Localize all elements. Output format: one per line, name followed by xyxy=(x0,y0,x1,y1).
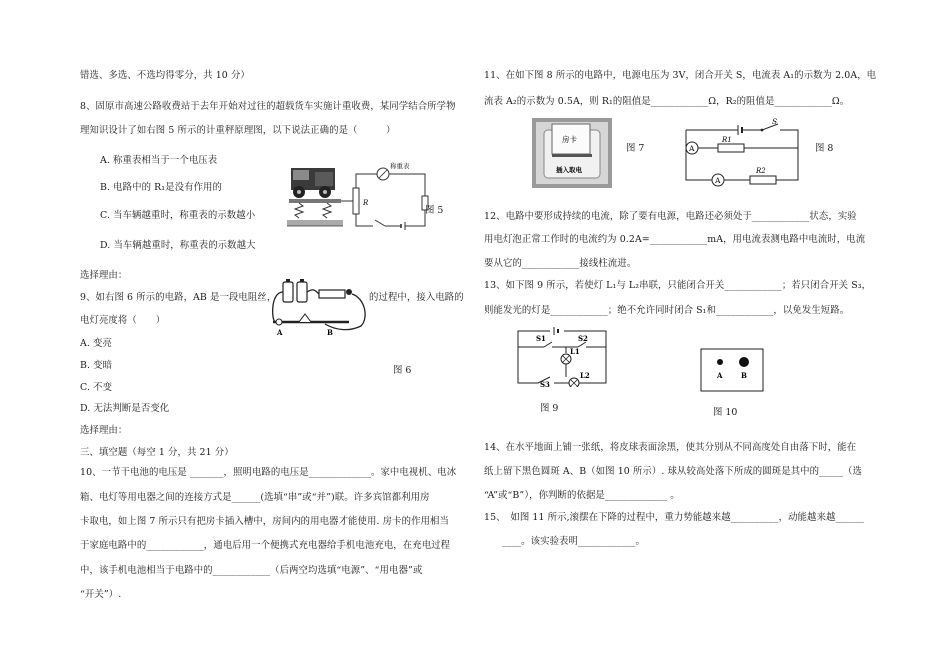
q12-line1: 12、电路中要形成持续的电流，除了要有电源，电路还必须处于____________状态，实验 xyxy=(484,211,857,222)
spot-b xyxy=(739,357,749,367)
q9-stem-part1: 9、如右图 6 所示的电路，AB 是一段电阻丝， xyxy=(80,292,277,303)
q14-line1: 14、在水平地面上铺一张纸，将皮球表面涂黑，使其分别从不同高度处自由落下时，能在 xyxy=(484,442,857,453)
q11-line2: 流表 A₂的示数为 0.5A，则 R₁的阻值是____________Ω，R₂的阻值是____________Ω。 xyxy=(484,96,850,107)
figure-9-caption: 图 9 xyxy=(540,403,559,414)
fig6-b-label: B xyxy=(327,328,333,337)
fig6-a-label: A xyxy=(277,328,283,337)
q10-line3: 卡取电，如上图 7 所示只有把房卡插入槽中，房间内的用电器才能使用. 房卡的作用相当 xyxy=(80,516,449,527)
section3-heading: 三、填空题（每空 1 分，共 21 分） xyxy=(80,447,234,458)
q10-line6: “开关”）. xyxy=(80,589,122,600)
figure-10-paper-spots xyxy=(700,348,764,392)
figure-6-caption: 图 6 xyxy=(393,365,412,376)
figure-7-caption: 图 7 xyxy=(626,143,645,154)
fig10-b-label: B xyxy=(741,371,747,380)
fig5-r-label: R xyxy=(363,199,369,207)
figure-5-caption: 图 5 xyxy=(425,205,444,216)
fig7-slot-label: 插入取电 xyxy=(556,166,582,174)
figure-6-circuit xyxy=(265,278,373,338)
fig8-a1-label: A xyxy=(689,144,695,153)
q12-line2: 用电灯泡正常工作时的电流约为 0.2A=____________mA，用电流表测电路中电流时，电流 xyxy=(484,234,866,245)
q13-line2: 则能发光的灯是____________；绝不允许同时闭合 S₁和____________，以免发生短路。 xyxy=(484,305,850,316)
battery-icon xyxy=(283,279,307,302)
q9-option-a: A. 变亮 xyxy=(80,338,112,349)
q8-stem-line2: 理知识设计了如右图 5 所示的计重秤原理图，以下说法正确的是（ ） xyxy=(80,125,396,136)
spot-a xyxy=(717,359,723,365)
q15-line1: 15、 如图 11 所示,滚摆在下降的过程中，重力势能越来越__________，动能越来越______ xyxy=(484,512,865,523)
fig5-scale-label: 称重表 xyxy=(390,162,410,170)
fig10-a-label: A xyxy=(717,371,723,380)
q9-stem-line2: 电灯亮度将（ ） xyxy=(80,315,166,326)
q10-line1: 10、一节干电池的电压是 _______，照明电路的电压是_____________。家中电视机、电冰 xyxy=(80,467,457,478)
q13-line1: 13、如下图 9 所示，若使灯 L₁与 L₂串联，只能闭合开关____________；若只闭合开关 S₃， xyxy=(484,280,872,291)
q9-stem-part2: 的过程中，接入电路的 xyxy=(369,292,464,303)
fig9-l2-label: L2 xyxy=(580,371,590,380)
fig9-s3-label: S3 xyxy=(540,380,550,387)
q10-line4: 于家庭电路中的____________，通电后用一个便携式充电器给手机电池充电，在充电过程 xyxy=(80,540,451,551)
q8-stem-line1: 8、固原市高速公路收费站于去年开始对过往的超载货车实施计重收费，某同学结合所学物 xyxy=(80,101,456,112)
q9-option-d: D. 无法判断是否变化 xyxy=(80,403,170,414)
q8-option-c: C. 当车辆越重时，称重表的示数越小 xyxy=(100,210,256,221)
fig8-r2-label: R2 xyxy=(756,167,766,175)
figure-8-caption: 图 8 xyxy=(815,143,834,154)
fig9-s2-label: S2 xyxy=(578,334,588,343)
figure-10-caption: 图 10 xyxy=(713,407,738,418)
truck-icon xyxy=(291,168,335,198)
q9-reason-label: 选择理由： xyxy=(80,425,128,436)
q15-line2: ____。该实验表明____________。 xyxy=(502,536,645,547)
lamp-icon xyxy=(319,289,352,298)
q8-option-b: B. 电路中的 R₁是没有作用的 xyxy=(100,182,222,193)
q9-option-c: C. 不变 xyxy=(80,382,113,393)
fig9-l1-label: L1 xyxy=(570,347,580,356)
q14-line2: 纸上留下黑色圆斑 A、B（如图 10 所示）. 球从较高处落下所成的圆斑是其中的_____（选 xyxy=(484,466,863,477)
q10-line5: 中，该手机电池相当于电路中的____________（后两空均选填“电源”、“用电器”或 xyxy=(80,565,423,576)
figure-7-card-slot xyxy=(532,118,612,188)
fig8-switch-label: S xyxy=(772,118,778,126)
q12-line3: 要从它的____________接线柱流进。 xyxy=(484,258,637,269)
q11-line1: 11、在如下图 8 所示的电路中，电源电压为 3V，闭合开关 S，电流表 A₁的示数为 2.0A，电 xyxy=(484,70,877,81)
fig8-r1-label: R1 xyxy=(722,136,732,144)
figure-5-weigh-scale xyxy=(285,162,445,242)
q9-option-b: B. 变暗 xyxy=(80,360,113,371)
q8-option-a: A. 称重表相当于一个电压表 xyxy=(100,155,218,166)
figure-8-circuit xyxy=(678,118,803,188)
fig8-a2-label: A xyxy=(715,176,721,185)
figure-9-circuit xyxy=(514,325,612,387)
fig9-s1-label: S1 xyxy=(536,334,546,343)
fig7-card-label: 房卡 xyxy=(562,135,577,144)
q10-line2: 箱、电灯等用电器之间的连接方式是______(选填“串”或“并”)联。许多宾馆都利用房 xyxy=(80,492,430,503)
q8-reason-label: 选择理由： xyxy=(80,270,128,281)
q8-option-d: D. 当车辆越重时，称重表的示数越大 xyxy=(100,240,256,251)
section-note: 错选、多选、不选均得零分，共 10 分） xyxy=(80,70,250,81)
q14-line3: “A”或“B”），你判断的依据是_____________ 。 xyxy=(484,490,680,501)
